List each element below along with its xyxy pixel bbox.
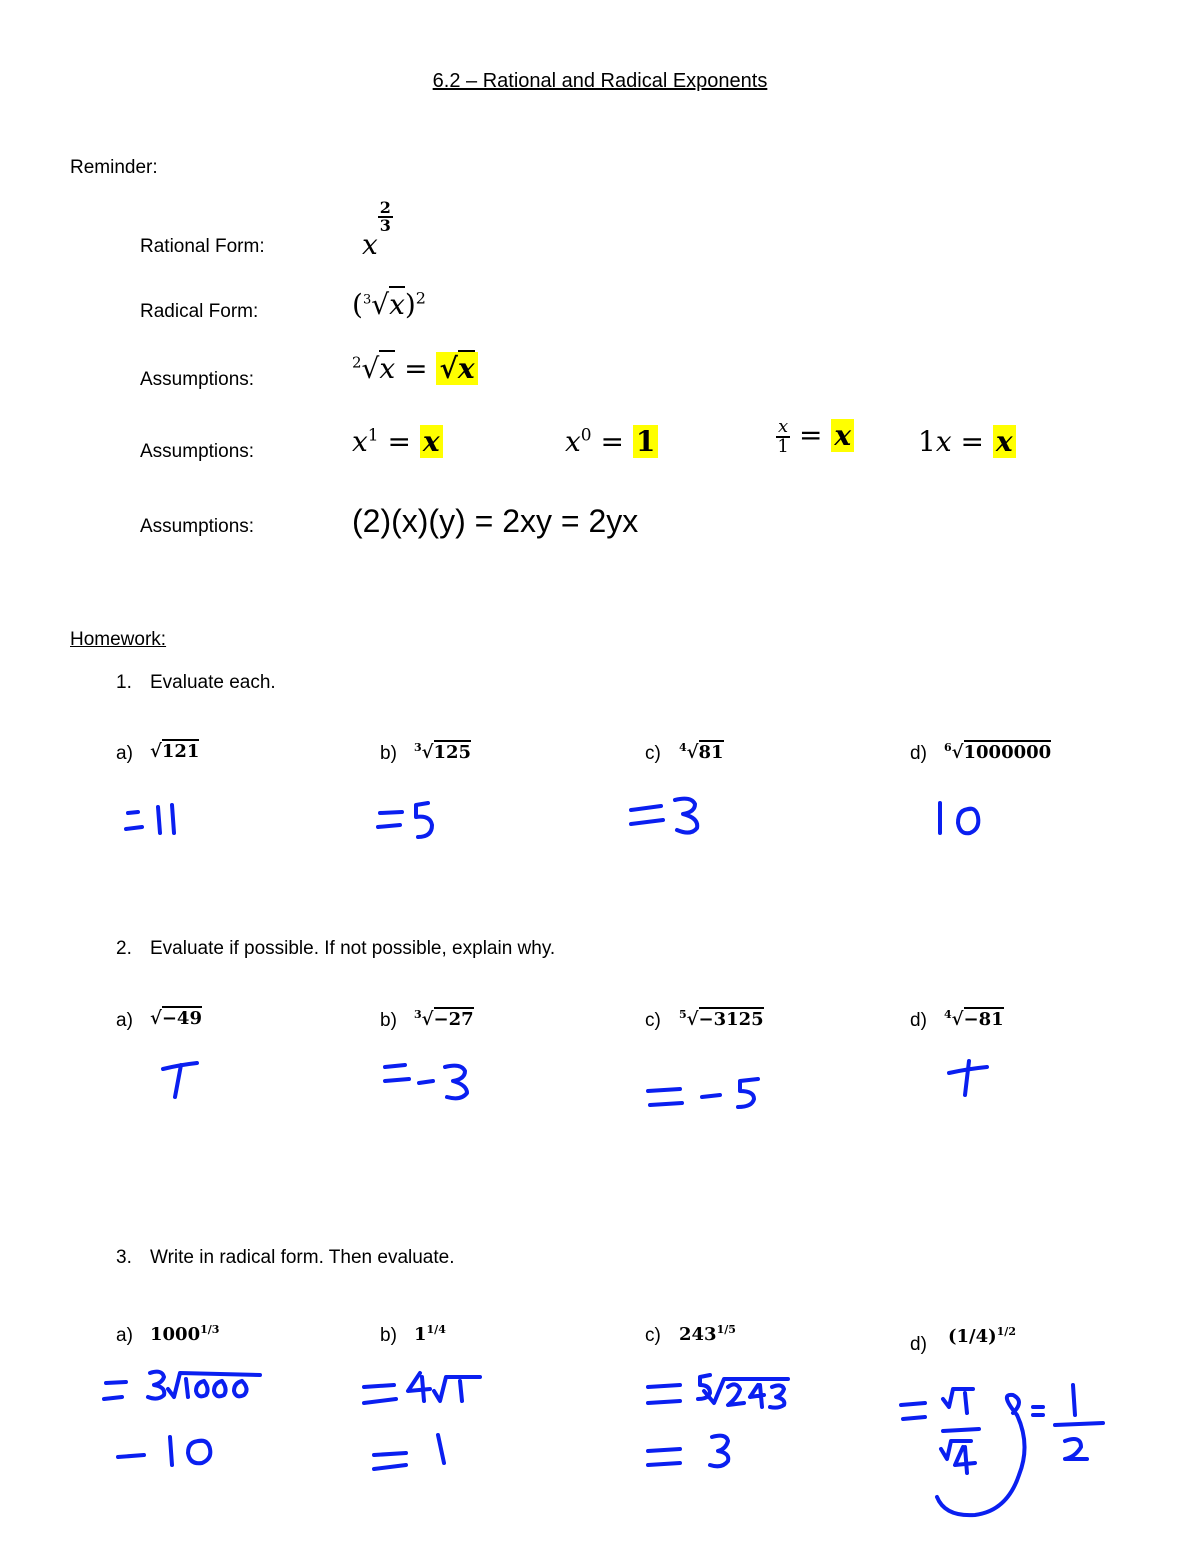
q2-b-letter: b) — [380, 1010, 397, 1031]
q1-d-letter: d) — [910, 743, 927, 764]
q3-a-letter: a) — [116, 1325, 133, 1346]
assumption-commutative: (2)(x)(y) = 2xy = 2yx — [352, 503, 639, 539]
assumption-times-one: 1x = x — [918, 425, 1016, 458]
q2-c-expression: $^5$√−3125 — [679, 1008, 764, 1030]
assumptions-label-1: Assumptions: — [140, 369, 255, 390]
assumption-power-one: $x^1 = x$ — [352, 425, 443, 458]
q2-d-letter: d) — [910, 1010, 927, 1031]
q3-number: 3. — [116, 1247, 132, 1268]
q2-a-expression: √−49 — [150, 1008, 202, 1029]
q2-d-expression: $^4$√−81 — [944, 1008, 1004, 1030]
q3-c-letter: c) — [645, 1325, 661, 1346]
page-title: 6.2 – Rational and Radical Exponents — [432, 70, 768, 92]
q2-b-handwritten-answer — [375, 1055, 485, 1105]
assumptions-label-3: Assumptions: — [140, 516, 255, 537]
q2-prompt: Evaluate if possible. If not possible, explain why. — [150, 938, 556, 959]
q2-c-letter: c) — [645, 1010, 661, 1031]
q3-b-handwritten-answer — [360, 1365, 500, 1475]
q1-b-handwritten-answer — [370, 795, 450, 845]
q3-c-handwritten-answer — [640, 1365, 800, 1475]
radical-form-label: Radical Form: — [140, 301, 259, 322]
q2-a-letter: a) — [116, 1010, 133, 1031]
q3-c-expression: $243^{1/5}$ — [679, 1323, 736, 1345]
q2-d-handwritten-answer — [945, 1055, 1005, 1105]
q3-d-handwritten-answer — [895, 1375, 1115, 1525]
q1-a-handwritten-answer — [120, 795, 200, 845]
radical-form-expression: $(^3√x)^2$ — [352, 288, 426, 321]
q1-c-handwritten-answer — [625, 790, 715, 840]
q3-d-letter: d) — [910, 1334, 927, 1355]
q3-prompt: Write in radical form. Then evaluate. — [150, 1247, 455, 1268]
q1-d-expression: $^6$√1000000 — [944, 741, 1052, 763]
assumption-divide-one: $\frac{x}{1}$ = x — [776, 418, 854, 456]
q2-b-expression: $^3$√−27 — [414, 1008, 474, 1030]
q2-c-handwritten-answer — [640, 1065, 770, 1115]
q1-d-handwritten-answer — [930, 795, 990, 845]
q1-a-expression: √121 — [150, 741, 200, 762]
q1-number: 1. — [116, 672, 132, 693]
q1-prompt: Evaluate each. — [150, 672, 276, 693]
q1-c-letter: c) — [645, 743, 661, 764]
q3-a-expression: $1000^{1/3}$ — [150, 1323, 220, 1345]
q1-b-expression: $^3$√125 — [414, 741, 472, 763]
q2-number: 2. — [116, 938, 132, 959]
q1-a-letter: a) — [116, 743, 133, 764]
homework-heading: Homework: — [70, 629, 167, 650]
q3-b-letter: b) — [380, 1325, 397, 1346]
q3-a-handwritten-answer — [100, 1365, 280, 1475]
rational-form-expression: x $\frac{2}{3}$ — [362, 197, 391, 261]
reminder-label: Reminder: — [70, 157, 158, 178]
q1-b-letter: b) — [380, 743, 397, 764]
assumption-square-root: $^2$√x = √x — [352, 352, 478, 385]
q2-a-handwritten-answer — [155, 1055, 215, 1105]
q3-d-expression: $(1/4)^{1/2}$ — [948, 1325, 1016, 1347]
q3-b-expression: $1^{1/4}$ — [414, 1323, 446, 1345]
rational-form-label: Rational Form: — [140, 236, 265, 257]
assumption-power-zero: $x^0 = 1$ — [565, 425, 658, 458]
q1-c-expression: $^4$√81 — [679, 741, 724, 763]
assumptions-label-2: Assumptions: — [140, 441, 255, 462]
